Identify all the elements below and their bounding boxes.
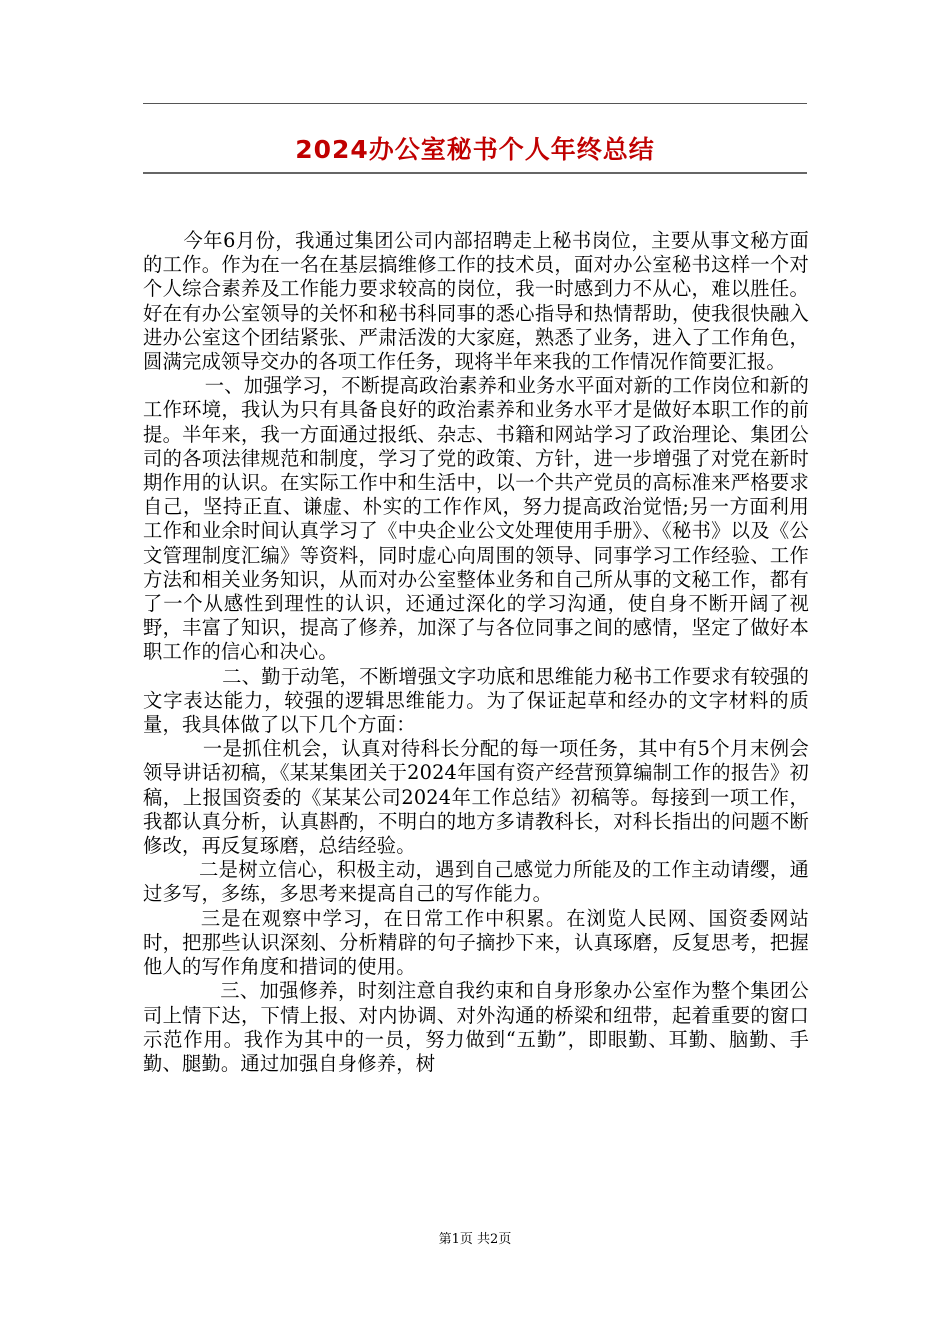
page-number: 第1页 共2页 [438,1232,512,1247]
paragraph-point-2: 二是树立信心，积极主动，遇到自己感觉力所能及的工作主动请缨，通过多写，多练，多思考来提高自己的写作能力。 [143,858,809,906]
paragraph-section-1: 一、加强学习，不断提高政治素养和业务水平面对新的工作岗位和新的工作环境，我认为只有具备良好的政治素养和业务水平才是做好本职工作的前提。半年来，我一方面通过报纸、杂志、书籍和网站学习了政治理论、集团公司的各项法律规范和制度，学习了党的政策、方针，进一步增强了对党在新时期作用的认识。在实际工作中和生活中，以一个共产党员的高标准来严格要求自己，坚持正直、谦虚、朴实的工作作风，努力提高政治觉悟;另一方面利用工作和业余时间认真学习了《中央企业公文处理使用手册》、《秘书》以及《公文管理制度汇编》等资料，同时虚心向周围的领导、同事学习工作经验、工作方法和相关业务知识，从而对办公室整体业务和自己所从事的文秘工作，都有了一个从感性到理性的认识，还通过深化的学习沟通，使自身不断开阔了视野，丰富了知识，提高了修养，加深了与各位同事之间的感情，坚定了做好本职工作的信心和决心。 [143,374,809,664]
title-rule [143,172,807,174]
document-title: 2024办公室秘书个人年终总结 [295,135,655,164]
paragraph-section-2: 二、勤于动笔，不断增强文字功底和思维能力秘书工作要求有较强的文字表达能力，较强的逻辑思维能力。为了保证起草和经办的文字材料的质量，我具体做了以下几个方面： [143,664,809,737]
paragraph-point-1: 一是抓住机会，认真对待科长分配的每一项任务，其中有5个月末例会领导讲话初稿，《某某集团关于2024年国有资产经营预算编制工作的报告》初稿，上报国资委的《某某公司2024年工作总结》初稿等。每接到一项工作，我都认真分析，认真斟酌，不明白的地方多请教科长，对科长指出的问题不断修改，再反复琢磨，总结经验。 [143,737,809,858]
header-rule [143,103,807,104]
paragraph-section-3: 三、加强修养，时刻注意自我约束和自身形象办公室作为整个集团公司上情下达，下情上报、对内协调、对外沟通的桥梁和纽带，起着重要的窗口示范作用。我作为其中的一员，努力做到“五勤”，即眼勤、耳勤、脑勤、手勤、腿勤。通过加强自身修养，树 [143,979,809,1075]
paragraph-point-3: 三是在观察中学习，在日常工作中积累。在浏览人民网、国资委网站时，把那些认识深刻、分析精辟的句子摘抄下来，认真琢磨，反复思考，把握他人的写作角度和措词的使用。 [143,906,809,979]
paragraph-intro: 今年6月份，我通过集团公司内部招聘走上秘书岗位，主要从事文秘方面的工作。作为在一名在基层搞维修工作的技术员，面对办公室秘书这样一个对个人综合素养及工作能力要求较高的岗位，我一时感到力不从心，难以胜任。好在有办公室领导的关怀和秘书科同事的悉心指导和热情帮助，使我很快融入进办公室这个团结紧张、严肃活泼的大家庭，熟悉了业务，进入了工作角色，圆满完成领导交办的各项工作任务，现将半年来我的工作情况作简要汇报。 [143,229,809,374]
document-body [143,229,809,1076]
